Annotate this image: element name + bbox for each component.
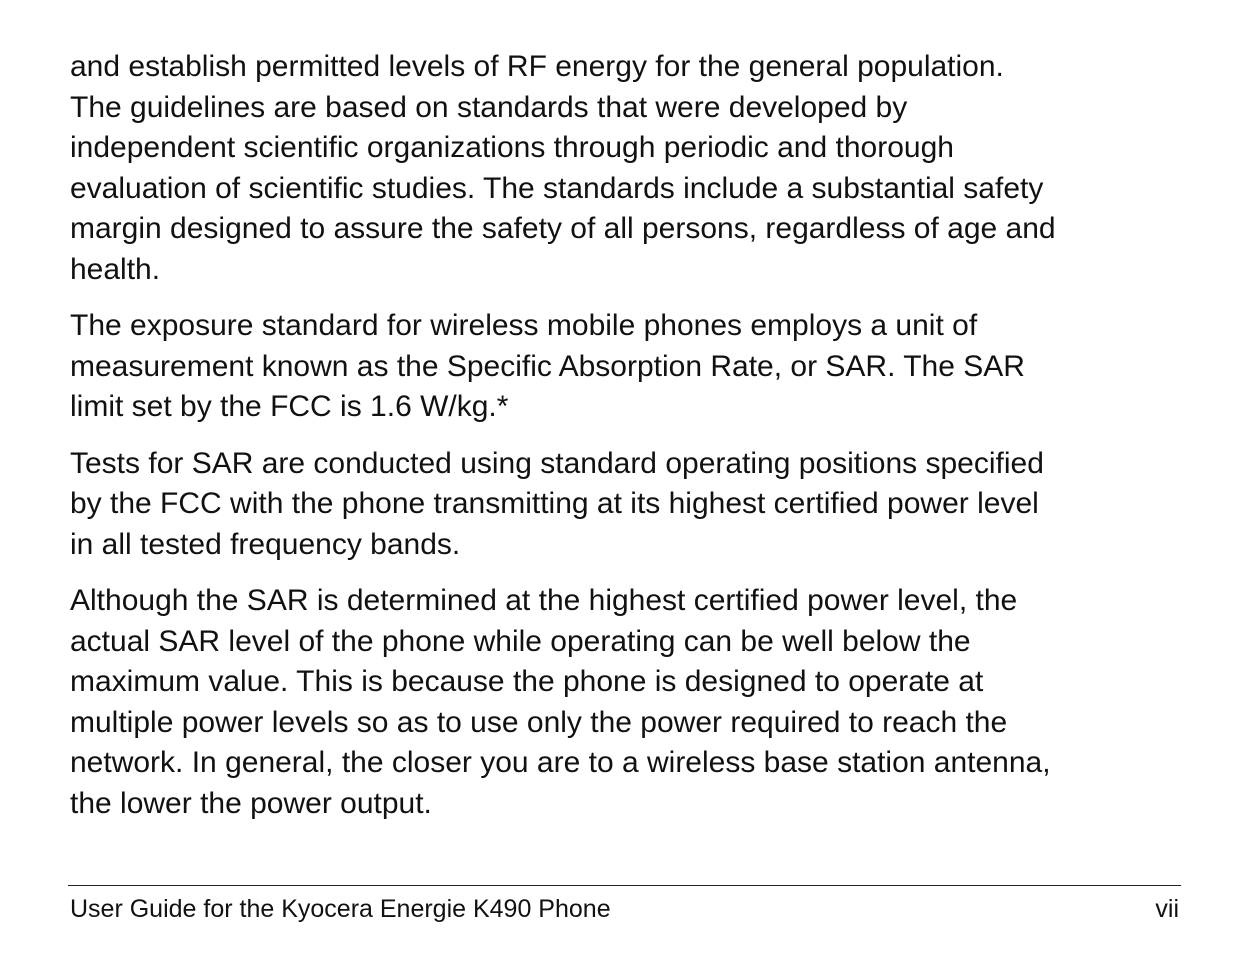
- paragraph-rf-guidelines: and establish permitted levels of RF energy for the general population. The guidelines are based on standards that were developed by independent scientific organizations through periodic and thorough evaluation of scientific studies. The standards include a substantial safety margin designed to assure the safety of all persons, regardless of age and health.: [70, 50, 1056, 286]
- page-footer: [70, 892, 1179, 926]
- page-body: [70, 47, 1185, 840]
- footer-page-number: vii: [1155, 895, 1179, 923]
- paragraph-sar-power-levels: Although the SAR is determined at the highest certified power level, the actual SAR level of the phone while operating can be well below the maximum value. This is because the phone is designed to operate at multiple power levels so as to use only the power required to reach the network. In general, the closer you are to a wireless base station antenna, the lower the power output.: [70, 584, 1051, 820]
- paragraph-sar-tests: Tests for SAR are conducted using standard operating positions specified by the FCC with the phone transmitting at its highest certified power level in all tested frequency bands.: [70, 446, 1044, 561]
- footer-guide-title: User Guide for the Kyocera Energie K490 Phone: [70, 895, 611, 923]
- footer-divider: [68, 885, 1181, 886]
- paragraph-sar-standard: The exposure standard for wireless mobile phones employs a unit of measurement known as the Specific Absorption Rate, or SAR. The SAR limit set by the FCC is 1.6 W/kg.*: [70, 309, 1025, 423]
